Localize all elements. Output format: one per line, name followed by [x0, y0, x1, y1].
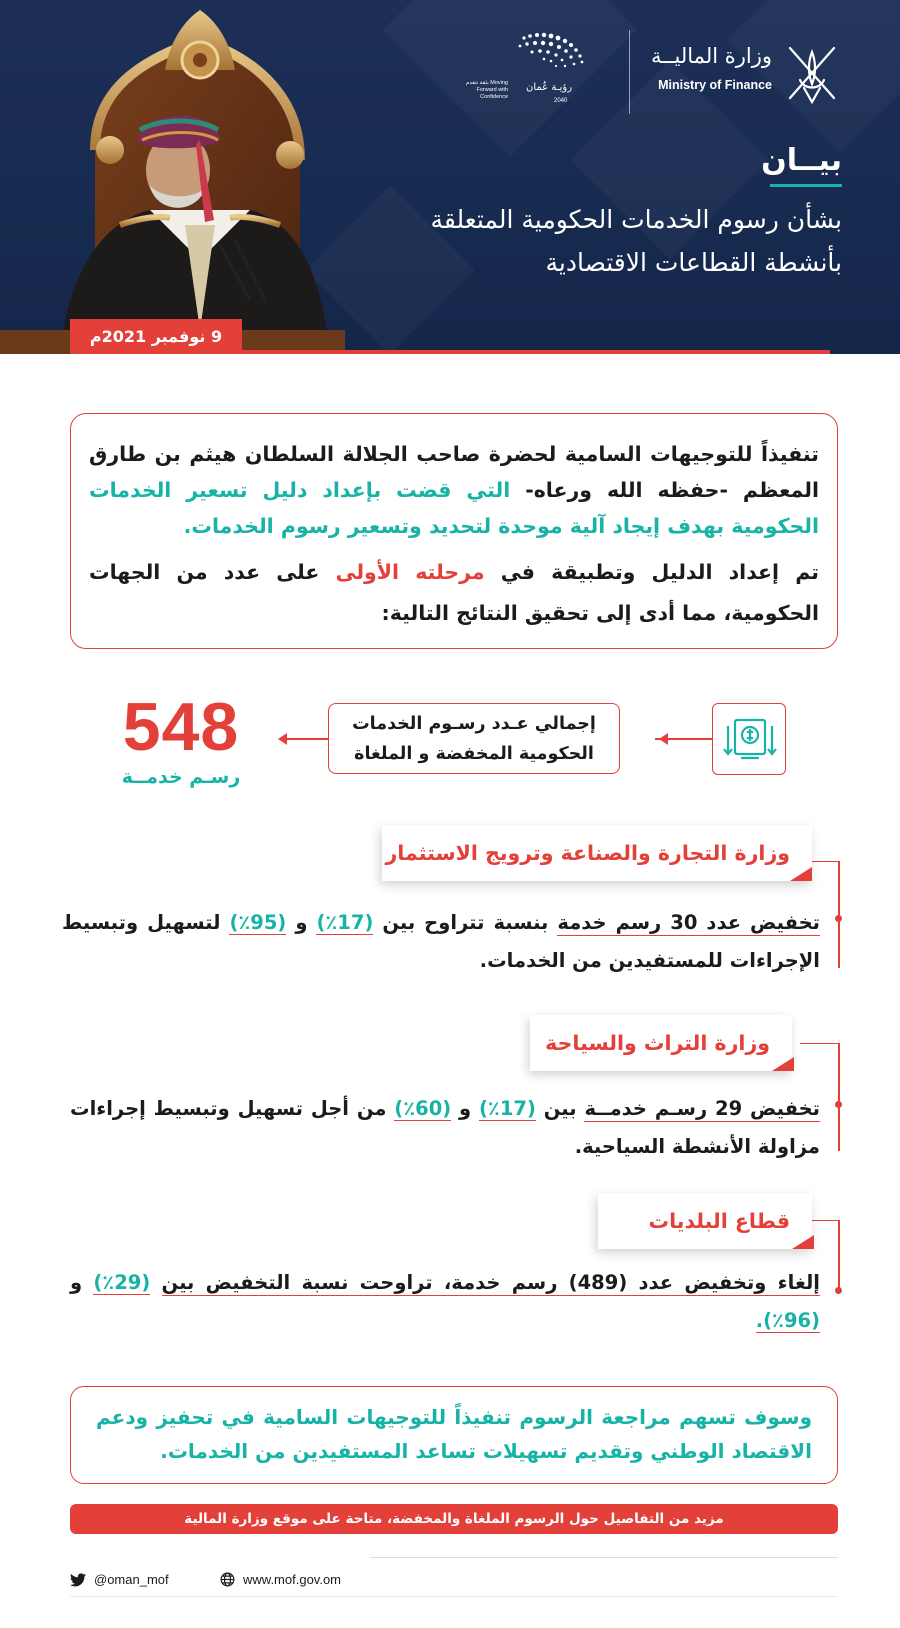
section-2-hline [800, 1043, 838, 1044]
section-3-title: قطاع البلديات [648, 1209, 790, 1233]
section-2-text [70, 1090, 820, 1166]
section-3-hline [808, 1220, 838, 1221]
stat-label-line2: الحكومية المخفضة و الملغاة [354, 744, 594, 764]
section-1-text [62, 904, 820, 980]
intro-paragraph-1 [89, 436, 819, 544]
arrow-left-icon [659, 733, 668, 745]
header-red-rule [70, 350, 830, 354]
ministry-of-finance-logo [542, 40, 842, 108]
section-1-max-pct: (95٪) [229, 911, 287, 934]
section-3-flag [792, 1235, 814, 1249]
ministry-name-arabic: وزارة الماليــة [650, 44, 772, 68]
stat-icon-box [712, 703, 786, 775]
closing-box: وسوف تسهم مراجعة الرسوم تنفيذاً للتوجيهات السامية في تحفيز ودعم الاقتصاد الوطني وتقديم تسهيلات تساعد المستفيدين من الخدمات. [70, 1386, 838, 1484]
section-3-text [70, 1264, 820, 1340]
intro-box [70, 413, 838, 649]
intro-text: تنفيذاً للتوجيهات السامية لحضرة صاحب الجلالة السلطان هيثم بن طارق المعظم -حفظه الله ورعاه- [89, 442, 819, 502]
section-1-and: و [286, 911, 317, 934]
section-2-bullet [835, 1101, 842, 1108]
section-1-tab [382, 825, 812, 881]
statement-title-line1: بشأن رسوم الخدمات الحكومية المتعلقة [430, 205, 842, 234]
website-link[interactable] [220, 1572, 341, 1587]
stat-value: 548 [122, 689, 240, 765]
intro-text-2b: على عدد من الجهات الحكومية، مما أدى إلى تحقيق النتائج التالية: [89, 560, 819, 625]
website-text: www.mof.gov.om [243, 1572, 342, 1587]
stat-label-line1: إجمالي عـدد رسـوم الخدمات [352, 714, 596, 734]
section-3-tab [598, 1193, 812, 1249]
arrow-left-icon-2 [278, 733, 287, 745]
statement-underline [770, 184, 842, 187]
stat-unit: رسـم خدمــة [121, 766, 241, 788]
vision-year: 2040 [554, 98, 568, 104]
section-3-max-pct: (96٪). [755, 1309, 820, 1332]
section-2-flag [772, 1057, 794, 1071]
section-3-min-pct: (29٪) [93, 1271, 151, 1294]
header-banner [0, 0, 900, 354]
footer-divider-2 [70, 1596, 838, 1597]
section-1-min-pct: (17٪) [316, 911, 374, 934]
section-2-t2: بين [535, 1097, 585, 1120]
section-3-count: إلغاء وتخفيض عدد (489) رسم خدمة، تراوحت نسبة التخفيض بين [161, 1271, 820, 1294]
vision-tagline: بثقة نتقدم Moving Forward with Confidence [466, 80, 508, 100]
date-badge: 9 نوفمبر 2021م [70, 319, 242, 354]
section-2-t4: من أجل تسهيل وتبسيط إجراءات مزاولة الأنشطة السياحية. [70, 1097, 820, 1158]
section-2-max-pct: (60٪) [394, 1097, 452, 1120]
section-1-bullet [835, 915, 842, 922]
ministry-name-english: Ministry of Finance [658, 78, 772, 92]
twitter-icon [70, 1573, 86, 1587]
section-2-min-pct: (17٪) [479, 1097, 536, 1120]
section-3-and: و [70, 1271, 94, 1294]
twitter-handle-text: @oman_mof [94, 1572, 169, 1587]
section-1-t4: لتسهيل وتبسيط الإجراءات للمستفيدين من الخدمات. [62, 911, 820, 972]
oman-emblem-icon [782, 40, 842, 106]
more-info-bar[interactable]: مزيد من التفاصيل حول الرسوم الملغاة والمخفضة، متاحة على موقع وزارة المالية [70, 1504, 838, 1534]
globe-icon [220, 1572, 235, 1587]
footer-divider [370, 1557, 838, 1558]
section-2-tab [530, 1015, 792, 1071]
statement-label: بيــان [761, 143, 842, 178]
section-2-count: تخفيض 29 رسـم خدمــة [584, 1097, 821, 1120]
intro-paragraph-2 [89, 552, 819, 634]
section-3-vline [838, 1220, 840, 1290]
intro-highlight-red: مرحلته الأولى [335, 560, 485, 584]
section-2-and: و [451, 1097, 480, 1120]
section-2-vline [838, 1043, 840, 1151]
intro-text-2a: تم إعداد الدليل وتطبيقة في [484, 560, 819, 584]
section-1-flag [790, 867, 812, 881]
twitter-handle[interactable] [70, 1572, 169, 1587]
section-1-count: تخفيض عدد 30 رسم خدمة [557, 911, 820, 934]
connector-line-2 [282, 738, 328, 740]
section-3-t2 [150, 1271, 161, 1294]
section-2-title: وزارة التراث والسياحة [545, 1031, 770, 1055]
section-3-bullet [835, 1287, 842, 1294]
stat-label-box [328, 703, 620, 774]
section-1-t2: بنسبة تتراوح بين [373, 911, 558, 934]
statement-title-line2: بأنشطة القطاعات الاقتصادية [545, 248, 842, 277]
money-reduction-icon [713, 704, 787, 776]
section-1-title: وزارة التجارة والصناعة وترويج الاستثمار [385, 841, 790, 865]
intro-highlight-teal: التي قضت بإعداد دليل تسعير الخدمات الحكومية بهدف إيجاد آلية موحدة لتحديد وتسعير رسوم الخدمات. [89, 478, 819, 538]
vision-arabic-text: رؤيـة عُمان [526, 82, 573, 93]
sultan-portrait [0, 0, 345, 354]
